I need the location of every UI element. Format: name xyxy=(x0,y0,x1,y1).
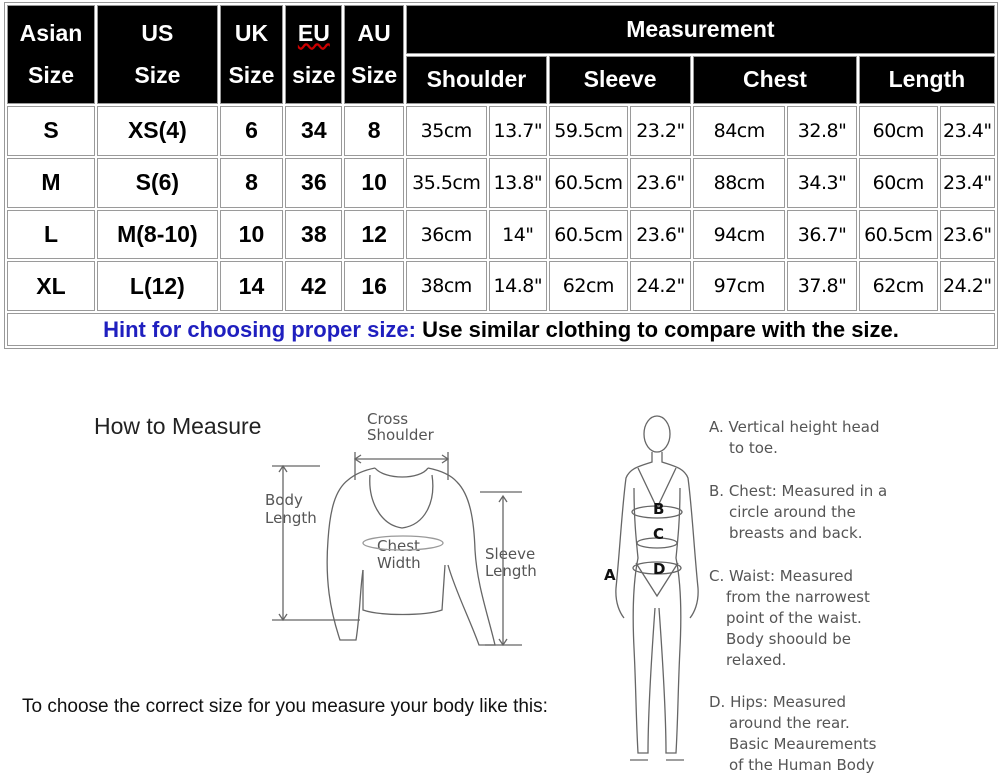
body-label-b: B xyxy=(653,500,665,518)
cell-sleeve-cm: 60.5cm xyxy=(549,158,628,208)
header-eu-size: EU size xyxy=(285,5,342,104)
table-row xyxy=(7,261,995,311)
cell-eu: 36 xyxy=(285,158,342,208)
cell-chest-in: 32.8" xyxy=(787,106,857,156)
cell-sleeve-in: 23.6" xyxy=(630,210,691,260)
cell-eu: 34 xyxy=(285,106,342,156)
header-measurement: Measurement xyxy=(406,5,995,54)
cell-length-in: 23.4" xyxy=(940,158,995,208)
cell-shoulder-in: 13.7" xyxy=(489,106,547,156)
cell-eu: 38 xyxy=(285,210,342,260)
table-row xyxy=(7,158,995,208)
note-a: A. Vertical height head to toe. xyxy=(709,418,880,457)
sleeve-length-label: Sleeve Length xyxy=(485,545,537,580)
body-label-a: A xyxy=(604,566,616,584)
cell-shoulder-cm: 35.5cm xyxy=(406,158,487,208)
cell-length-cm: 60.5cm xyxy=(859,210,938,260)
cell-chest-cm: 88cm xyxy=(693,158,785,208)
cell-chest-cm: 94cm xyxy=(693,210,785,260)
cell-chest-in: 36.7" xyxy=(787,210,857,260)
header-au-size: AU Size xyxy=(344,5,403,104)
cell-chest-in: 37.8" xyxy=(787,261,857,311)
size-chart-table xyxy=(4,2,998,349)
cell-length-in: 23.4" xyxy=(940,106,995,156)
cell-eu: 42 xyxy=(285,261,342,311)
cell-uk: 8 xyxy=(220,158,283,208)
cell-uk: 6 xyxy=(220,106,283,156)
how-to-measure-title: How to Measure xyxy=(94,413,262,439)
cell-sleeve-in: 24.2" xyxy=(630,261,691,311)
note-b: B. Chest: Measured in a circle around the breasts and back. xyxy=(709,482,888,542)
header-uk-size: UK Size xyxy=(220,5,283,104)
cell-length-cm: 60cm xyxy=(859,106,938,156)
hint-text: Use similar clothing to compare with the size. xyxy=(416,316,899,342)
cell-chest-cm: 97cm xyxy=(693,261,785,311)
cell-length-cm: 62cm xyxy=(859,261,938,311)
cell-asian: S xyxy=(7,106,95,156)
cell-length-in: 24.2" xyxy=(940,261,995,311)
cell-sleeve-in: 23.6" xyxy=(630,158,691,208)
header-us-size: US Size xyxy=(97,5,218,104)
cell-shoulder-in: 13.8" xyxy=(489,158,547,208)
cell-us: XS(4) xyxy=(97,106,218,156)
hint-label: Hint for choosing proper size: xyxy=(103,316,416,342)
cell-sleeve-cm: 59.5cm xyxy=(549,106,628,156)
header-chest: Chest xyxy=(693,56,857,104)
header-shoulder: Shoulder xyxy=(406,56,547,104)
body-label-d: D xyxy=(653,560,666,578)
chest-width-label: Chest Width xyxy=(377,537,421,572)
note-c: C. Waist: Measured from the narrowest point of the waist. Body shoould be relaxed. xyxy=(709,567,870,669)
cell-shoulder-in: 14" xyxy=(489,210,547,260)
cell-uk: 14 xyxy=(220,261,283,311)
cell-au: 16 xyxy=(344,261,403,311)
cross-shoulder-label: Cross Shoulder xyxy=(367,410,434,444)
cell-shoulder-cm: 38cm xyxy=(406,261,487,311)
cell-au: 12 xyxy=(344,210,403,260)
table-row xyxy=(7,210,995,260)
cell-shoulder-in: 14.8" xyxy=(489,261,547,311)
cell-sleeve-cm: 60.5cm xyxy=(549,210,628,260)
sweater-illustration xyxy=(260,440,530,650)
cell-shoulder-cm: 36cm xyxy=(406,210,487,260)
cell-chest-cm: 84cm xyxy=(693,106,785,156)
cell-au: 8 xyxy=(344,106,403,156)
table-row xyxy=(7,106,995,156)
body-figure-illustration xyxy=(600,408,700,770)
cell-shoulder-cm: 35cm xyxy=(406,106,487,156)
cell-au: 10 xyxy=(344,158,403,208)
cell-us: M(8-10) xyxy=(97,210,218,260)
size-hint xyxy=(7,313,995,346)
cell-sleeve-in: 23.2" xyxy=(630,106,691,156)
cell-asian: M xyxy=(7,158,95,208)
header-sleeve: Sleeve xyxy=(549,56,691,104)
cell-asian: L xyxy=(7,210,95,260)
header-length: Length xyxy=(859,56,995,104)
cell-asian: XL xyxy=(7,261,95,311)
cell-uk: 10 xyxy=(220,210,283,260)
choose-size-text: To choose the correct size for you measure your body like this: xyxy=(22,696,548,717)
cell-us: S(6) xyxy=(97,158,218,208)
body-label-c: C xyxy=(653,525,665,543)
body-length-label: Body Length xyxy=(265,491,317,527)
cell-length-cm: 60cm xyxy=(859,158,938,208)
cell-sleeve-cm: 62cm xyxy=(549,261,628,311)
cell-chest-in: 34.3" xyxy=(787,158,857,208)
cell-length-in: 23.6" xyxy=(940,210,995,260)
cell-us: L(12) xyxy=(97,261,218,311)
header-asian-size: Asian Size xyxy=(7,5,95,104)
note-d: D. Hips: Measured around the rear. Basic Meaurements of the Human Body xyxy=(709,693,877,774)
